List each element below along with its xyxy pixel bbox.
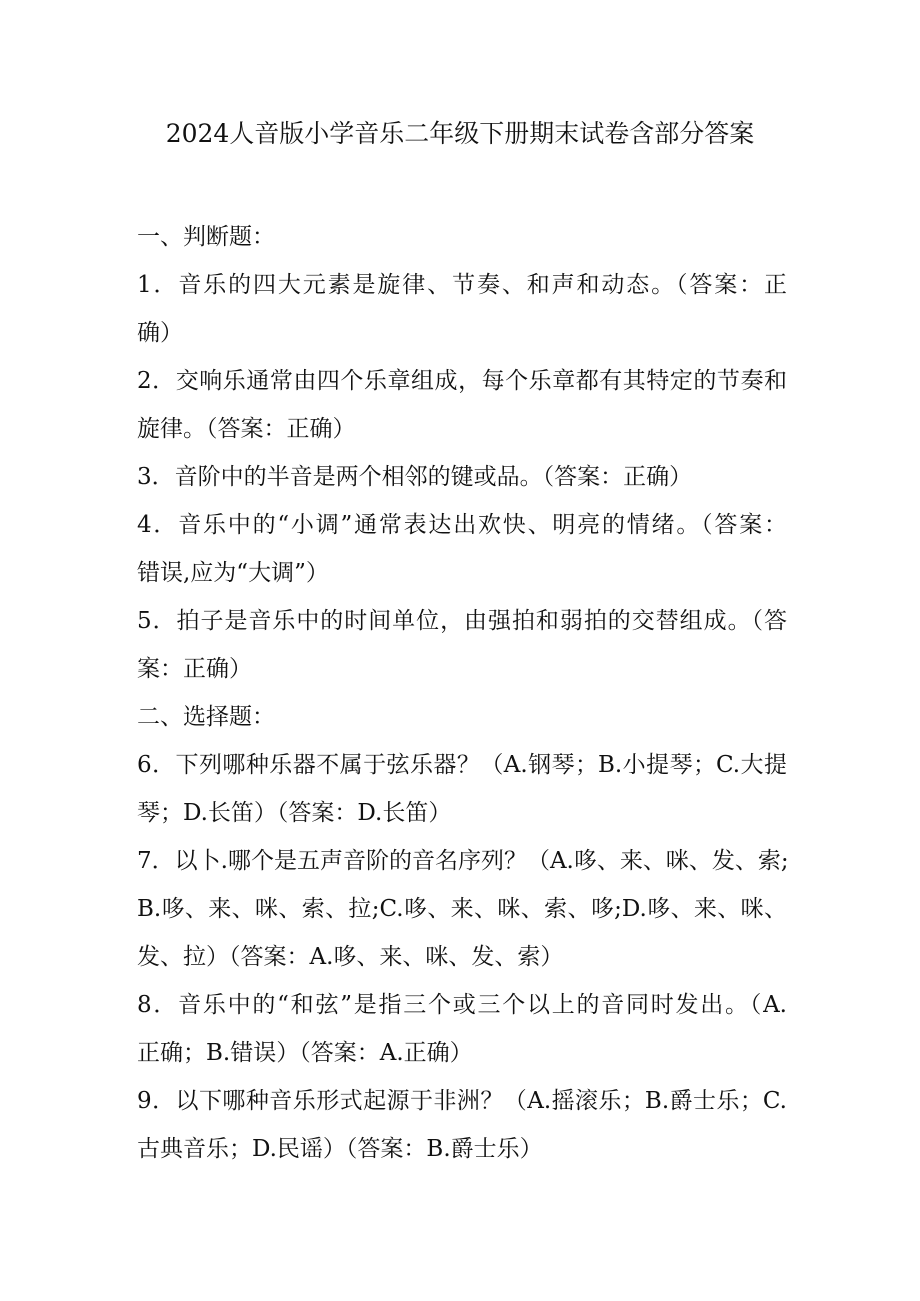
section-heading-choice: 二、选择题： xyxy=(137,704,275,730)
question-8-line-1: 8．音乐中的“和弦”是指三个或三个以上的音同时发出。（A. xyxy=(137,992,787,1018)
question-8-line-2: 正确；B.错误）（答案：A.正确） xyxy=(137,1040,473,1066)
question-4-line-1: 4．音乐中的“小调”通常表达出欢快、明亮的情绪。（答案： xyxy=(137,512,787,538)
question-3-line-1: 3．音阶中的半音是两个相邻的键或品。（答案：正确） xyxy=(137,464,693,490)
question-5-line-1: 5．拍子是音乐中的时间单位，由强拍和弱拍的交替组成。（答 xyxy=(137,608,787,634)
question-7-line-2: B.哆、来、咪、索、拉;C.哆、来、咪、索、哆;D.哆、来、咪、 xyxy=(137,896,787,922)
question-4-line-2: 错误,应为“大调”） xyxy=(137,560,329,586)
question-6-line-1: 6．下列哪种乐器不属于弦乐器？（A.钢琴；B.小提琴；C.大提 xyxy=(137,752,787,778)
document-body xyxy=(137,213,787,1173)
section-heading-judgment: 一、判断题： xyxy=(137,224,275,250)
question-2-line-2: 旋律。（答案：正确） xyxy=(137,416,356,442)
question-7-line-3: 发、拉）（答案：A.哆、来、咪、发、索） xyxy=(137,944,564,970)
question-5-line-2: 案：正确） xyxy=(137,656,252,682)
question-9-line-2: 古典音乐；D.民谣）（答案：B.爵士乐） xyxy=(137,1136,543,1162)
document-title: 2024人音版小学音乐二年级下册期末试卷含部分答案 xyxy=(165,119,755,148)
question-6-line-2: 琴；D.长笛）（答案：D.长笛） xyxy=(137,800,452,826)
question-2-line-1: 2．交响乐通常由四个乐章组成，每个乐章都有其特定的节奏和 xyxy=(137,368,787,394)
question-1-line-2: 确） xyxy=(137,320,183,346)
question-7-line-1: 7．以卜.哪个是五声音阶的音名序列？（A.哆、来、咪、发、索; xyxy=(137,848,789,874)
question-9-line-1: 9．以下哪种音乐形式起源于非洲？（A.摇滚乐；B.爵士乐；C. xyxy=(137,1088,787,1114)
question-1-line-1: 1．音乐的四大元素是旋律、节奏、和声和动态。（答案：正 xyxy=(137,272,787,298)
